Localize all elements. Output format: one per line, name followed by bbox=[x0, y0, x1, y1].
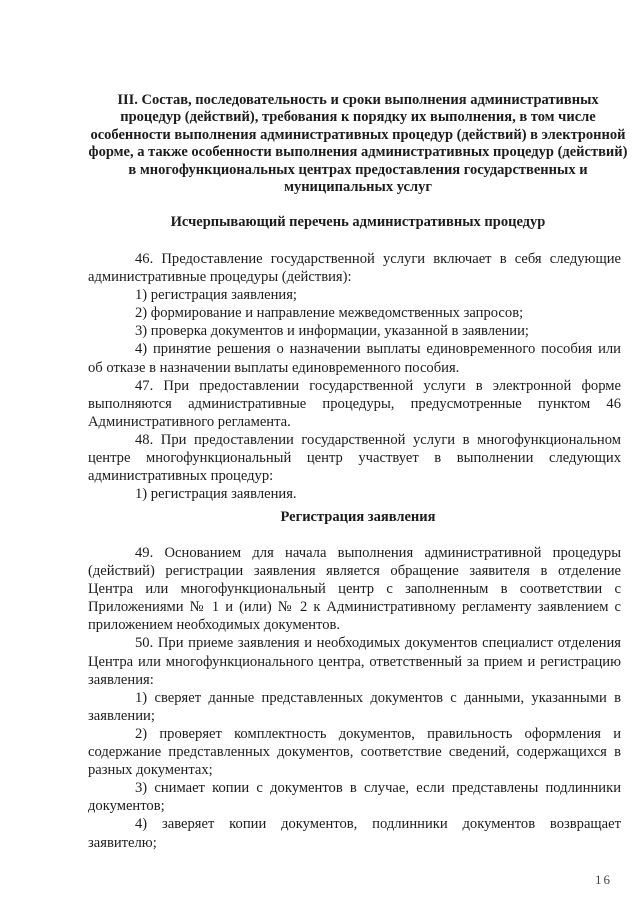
paragraph-48: 48. При предоставлении государственной услуги в многофункциональном центре многофункциональный центр участвует в выполнении следующих административных процедур: bbox=[88, 431, 621, 485]
list-item: 3) проверка документов и информации, указанной в заявлении; bbox=[135, 323, 529, 340]
paragraph-47: 47. При предоставлении государственной услуги в электронной форме выполняются административные процедуры, предусмотренные пунктом 46 Административного регламента. bbox=[88, 377, 621, 430]
page-number: 16 bbox=[595, 872, 612, 887]
paragraph-49: 49. Основанием для начала выполнения административной процедуры (действий) регистрации заявления является обращение заявителя в отделение Центра или многофункциональный центр с заполненным в соответствии с Приложениями № 1 и (или) № 2 к Административному регламенту заявлением с приложением необходимых документов. bbox=[88, 545, 621, 634]
paragraph-50: 50. При приеме заявления и необходимых документов специалист отделения Центра или многофункционального центра, ответственный за прием и регистрацию заявления: bbox=[88, 635, 621, 688]
procedures-block bbox=[88, 250, 621, 503]
registration-block bbox=[88, 544, 621, 852]
list-item: 3) снимает копии с документов в случае, если представлены подлинники документов; bbox=[88, 780, 621, 815]
list-item: 4) заверяет копии документов, подлинники документов возвращает заявителю; bbox=[88, 816, 621, 851]
paragraph-46: 46. Предоставление государственной услуги включает в себя следующие административные процедуры (действия): bbox=[88, 251, 621, 286]
subheading-procedures-list: Исчерпывающий перечень административных процедур bbox=[170, 214, 546, 230]
section-heading: III. Состав, последовательность и сроки выполнения административных процедур (действий), требования к порядку их выполнения, в том числе особенности выполнения административных процедур (действий) в электронной форме, а также особенности выполнения административных процедур (действий) в многофункциональных центрах предоставления государственных и муниципальных услуг bbox=[88, 92, 628, 196]
list-item: 1) регистрация заявления. bbox=[135, 486, 297, 503]
list-item: 4) принятие решения о назначении выплаты единовременного пособия или об отказе в назначении выплаты единовременного пособия. bbox=[88, 341, 621, 376]
list-item: 1) сверяет данные представленных документов с данными, указанными в заявлении; bbox=[88, 689, 621, 724]
list-item: 2) формирование и направление межведомственных запросов; bbox=[135, 305, 524, 322]
list-item: 1) регистрация заявления; bbox=[135, 287, 297, 304]
list-item: 2) проверяет комплектность документов, правильность оформления и содержание представленных документов, соответствие сведений, содержащихся в разных документах; bbox=[88, 725, 621, 779]
subheading-registration: Регистрация заявления bbox=[280, 509, 436, 525]
